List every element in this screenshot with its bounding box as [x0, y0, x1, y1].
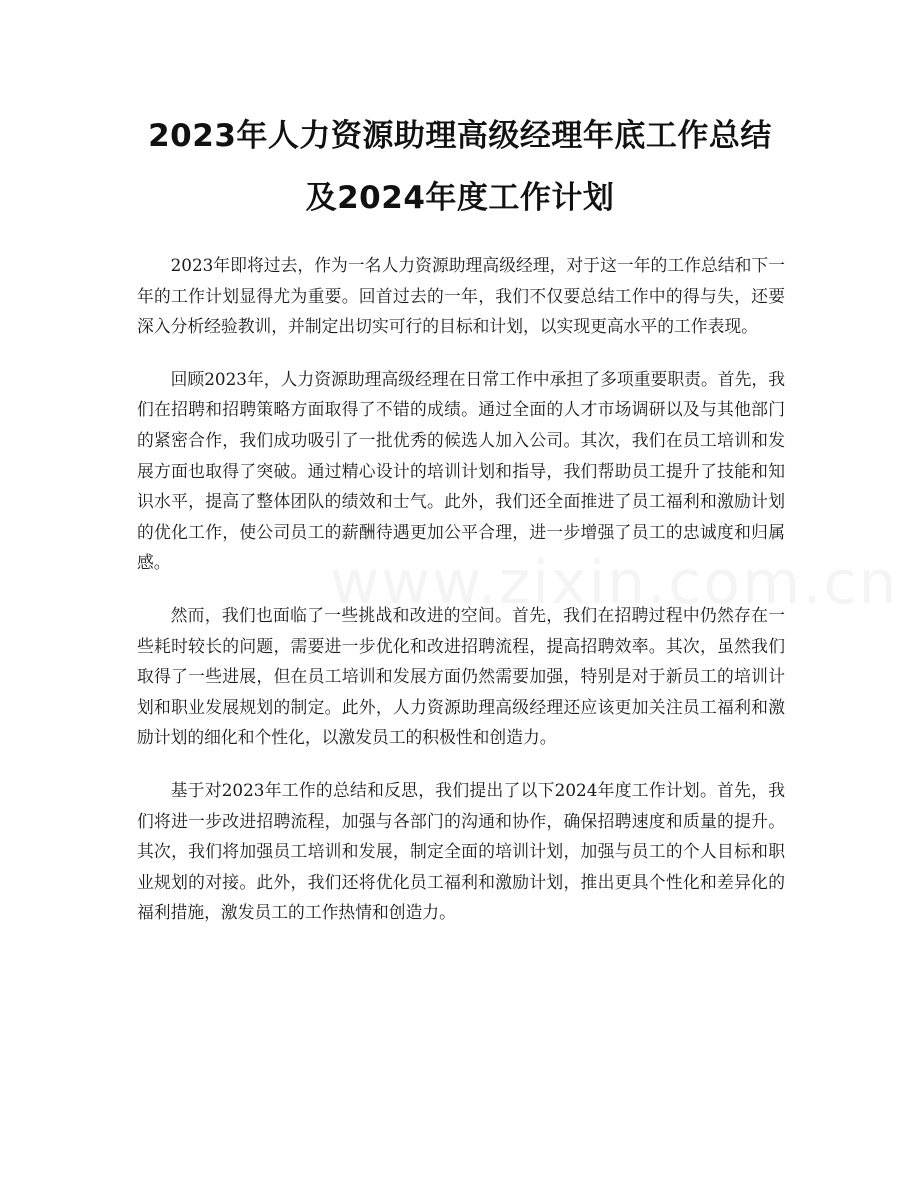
- document-title-line-1: 2023年人力资源助理高级经理年底工作总结: [148, 118, 772, 154]
- paragraph-review: 回顾2023年，人力资源助理高级经理在日常工作中承担了多项重要职责。首先，我们在招聘和招聘策略方面取得了不错的成绩。通过全面的人才市场调研以及与其他部门的紧密合作，我们成功吸引了一批优秀的候选人加入公司。其次，我们在员工培训和发展方面也取得了突破。通过精心设计的培训计划和指导，我们帮助员工提升了技能和知识水平，提高了整体团队的绩效和士气。此外，我们还全面推进了员工福利和激励计划的优化工作，使公司员工的薪酬待遇更加公平合理，进一步增强了员工的忠诚度和归属感。: [137, 368, 785, 573]
- paragraph-challenges: 然而，我们也面临了一些挑战和改进的空间。首先，我们在招聘过程中仍然存在一些耗时较长的问题，需要进一步优化和改进招聘流程，提高招聘效率。其次，虽然我们取得了一些进展，但在员工培训和发展方面仍然需要加强，特别是对于新员工的培训计划和职业发展规划的制定。此外，人力资源助理高级经理还应该更加关注员工福利和激励计划的细化和个性化，以激发员工的积极性和创造力。: [137, 604, 785, 748]
- paragraph-intro: 2023年即将过去，作为一名人力资源助理高级经理，对于这一年的工作总结和下一年的工作计划显得尤为重要。回首过去的一年，我们不仅要总结工作中的得与失，还要深入分析经验教训，并制定出切实可行的目标和计划，以实现更高水平的工作表现。: [137, 255, 785, 337]
- document-title-line-2: 及2024年度工作计划: [305, 180, 615, 216]
- document-body: [137, 250, 785, 950]
- paragraph-plan: 基于对2023年工作的总结和反思，我们提出了以下2024年度工作计划。首先，我们将进一步改进招聘流程，加强与各部门的沟通和协作，确保招聘速度和质量的提升。其次，我们将加强员工培训和发展，制定全面的培训计划，加强与员工的个人目标和职业规划的对接。此外，我们还将优化员工福利和激励计划，推出更具个性化和差异化的福利措施，激发员工的工作热情和创造力。: [137, 779, 785, 923]
